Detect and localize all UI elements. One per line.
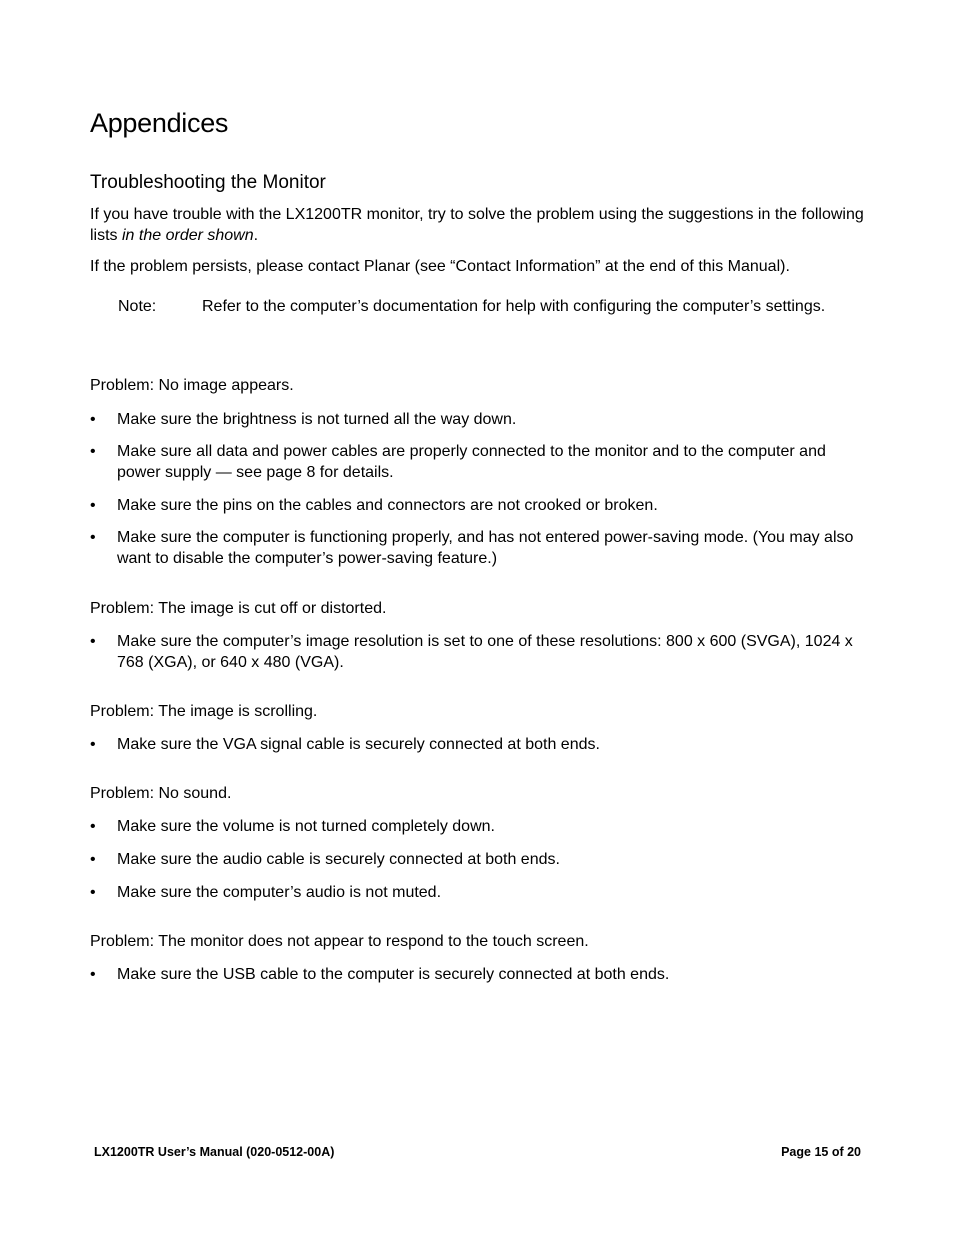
bullet-icon: • — [90, 497, 96, 514]
bullet-icon: • — [90, 736, 96, 753]
bullet-icon: • — [90, 633, 96, 650]
problem-heading-2 — [90, 598, 386, 619]
bullet-icon: • — [90, 818, 96, 835]
bullet-icon: • — [90, 851, 96, 868]
list-item-text: Make sure the USB cable to the computer is securely connected at both ends. — [117, 966, 670, 983]
list-item — [90, 409, 865, 430]
list-item-text: Make sure the computer’s audio is not muted. — [117, 884, 442, 901]
problem-text: No image appears. — [154, 377, 294, 394]
problem-text: The image is scrolling. — [154, 703, 318, 720]
list-item-text: Make sure the VGA signal cable is securely connected at both ends. — [117, 736, 600, 753]
list-item — [90, 527, 865, 569]
note-label: Note: — [118, 298, 157, 315]
intro-paragraph-1 — [90, 204, 865, 246]
intro-text-emphasis: in the order shown — [122, 227, 254, 244]
list-item — [90, 849, 865, 870]
problem-label: Problem: — [90, 933, 155, 950]
intro-paragraph-2: If the problem persists, please contact Planar (see “Contact Information” at the end of this Manual). — [90, 258, 790, 275]
intro-text-end: . — [253, 227, 259, 244]
footer-page-number: Page 15 of 20 — [781, 1145, 861, 1159]
page-heading: Appendices — [90, 108, 229, 138]
list-item — [90, 441, 865, 483]
bullet-icon: • — [90, 443, 96, 460]
problem-label: Problem: — [90, 785, 155, 802]
intro-text-start: If you have trouble with the LX1200TR monitor, try to solve the problem using the suggestions in the following lists — [90, 206, 864, 244]
problem-heading-3 — [90, 701, 317, 722]
problem-heading-5 — [90, 931, 589, 952]
footer-manual-title: LX1200TR User’s Manual (020-0512-00A) — [94, 1145, 335, 1159]
problem-heading-1 — [90, 375, 294, 396]
problem-label: Problem: — [90, 377, 155, 394]
bullet-icon: • — [90, 529, 96, 546]
list-item-text: Make sure all data and power cables are properly connected to the monitor and to the computer and power supply — see page 8 for details. — [117, 443, 826, 481]
list-item — [90, 816, 865, 837]
bullet-icon: • — [90, 411, 96, 428]
list-item-text: Make sure the computer’s image resolution is set to one of these resolutions: 800 x 600 (SVGA), 1024 x 768 (XGA), or 640 x 480 (VGA). — [117, 633, 853, 671]
problem-label: Problem: — [90, 703, 155, 720]
bullet-icon: • — [90, 966, 96, 983]
section-title: Troubleshooting the Monitor — [90, 172, 326, 193]
list-item — [90, 734, 865, 755]
problem-text: The monitor does not appear to respond to the touch screen. — [154, 933, 589, 950]
list-item-text: Make sure the pins on the cables and connectors are not crooked or broken. — [117, 497, 658, 514]
list-item-text: Make sure the audio cable is securely connected at both ends. — [117, 851, 560, 868]
list-item-text: Make sure the brightness is not turned all the way down. — [117, 411, 517, 428]
bullet-icon: • — [90, 884, 96, 901]
problem-text: No sound. — [154, 785, 232, 802]
list-item — [90, 964, 865, 985]
problem-label: Problem: — [90, 600, 155, 617]
list-item-text: Make sure the computer is functioning properly, and has not entered power-saving mode. (You may also want to disable the computer’s power-saving feature.) — [117, 529, 854, 567]
list-item — [90, 631, 865, 673]
list-item-text: Make sure the volume is not turned completely down. — [117, 818, 495, 835]
list-item — [90, 882, 865, 903]
note-text: Refer to the computer’s documentation for help with configuring the computer’s settings. — [202, 298, 826, 315]
problem-heading-4 — [90, 783, 231, 804]
problem-text: The image is cut off or distorted. — [154, 600, 387, 617]
list-item — [90, 495, 865, 516]
